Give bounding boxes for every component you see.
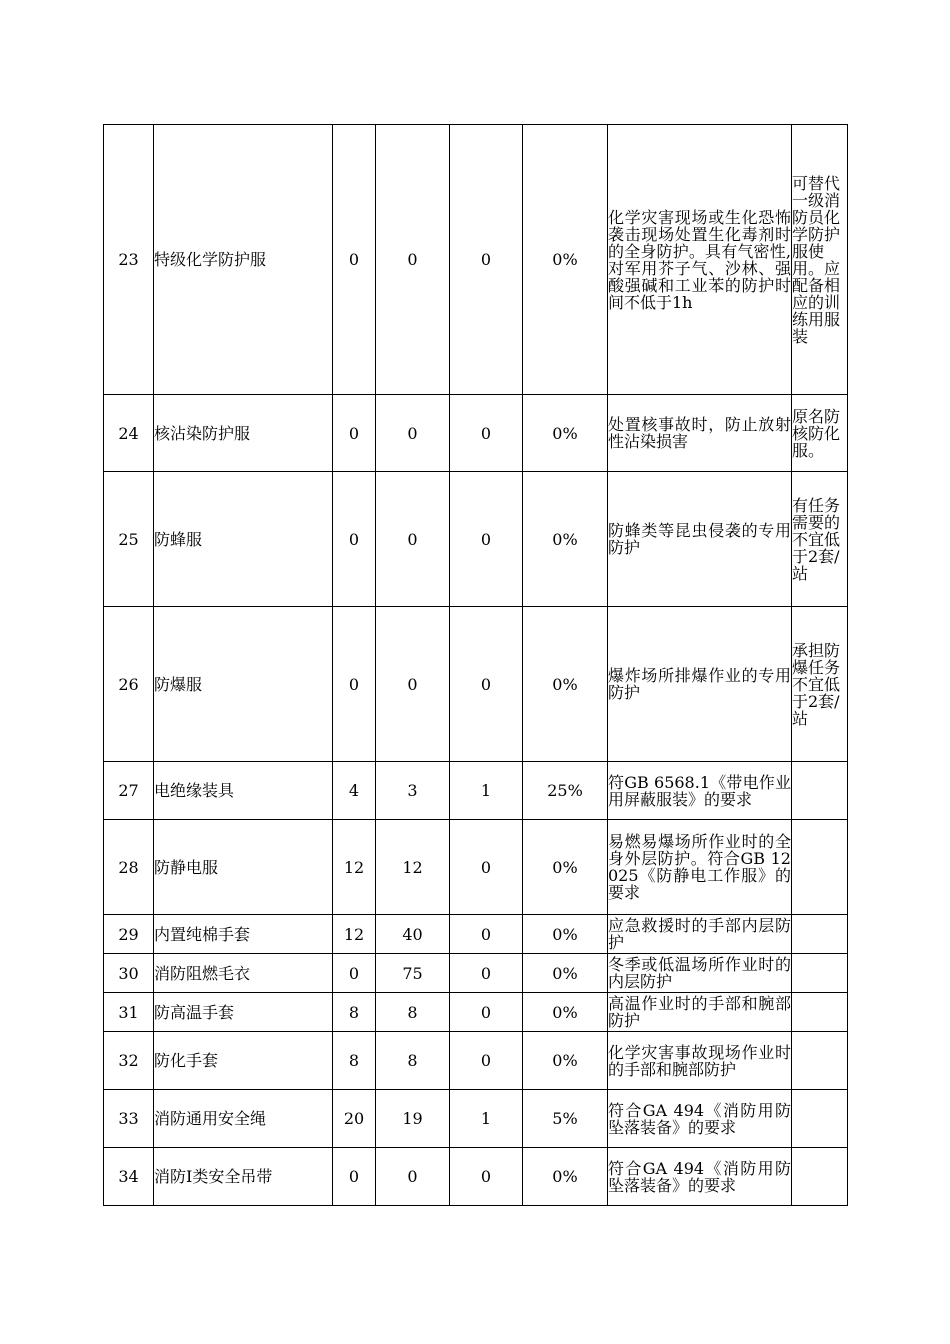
quantity-b: 8 — [376, 1032, 450, 1090]
percentage: 0% — [523, 472, 608, 607]
row-number: 30 — [104, 954, 154, 993]
quantity-b: 75 — [376, 954, 450, 993]
equipment-name: 内置纯棉手套 — [154, 915, 333, 954]
quantity-c: 0 — [450, 125, 523, 395]
equipment-table — [103, 124, 848, 1206]
description: 冬季或低温场所作业时的内层防护 — [608, 955, 791, 991]
remark — [792, 1090, 848, 1148]
quantity-a: 0 — [333, 125, 376, 395]
description: 符合GA 494《消防用防坠落装备》的要求 — [608, 1090, 792, 1148]
row-number: 32 — [104, 1032, 154, 1090]
quantity-c: 0 — [450, 1032, 523, 1090]
row-number: 27 — [104, 762, 154, 820]
equipment-name: 防爆服 — [154, 607, 333, 762]
quantity-c: 0 — [450, 472, 523, 607]
quantity-c: 0 — [450, 1148, 523, 1206]
row-number: 29 — [104, 915, 154, 954]
percentage: 25% — [523, 762, 608, 820]
quantity-b: 0 — [376, 472, 450, 607]
equipment-name: 防蜂服 — [154, 472, 333, 607]
remark — [792, 820, 848, 915]
quantity-c: 1 — [450, 762, 523, 820]
percentage: 0% — [523, 820, 608, 915]
percentage: 0% — [523, 395, 608, 472]
equipment-name: 防化手套 — [154, 1032, 333, 1090]
table-row — [104, 993, 848, 1032]
remark: 可替代一级消防员化学防护服使用。应配备相应的训练用服装 — [792, 125, 848, 395]
table-row — [104, 954, 848, 993]
description: 防蜂类等昆虫侵袭的专用防护 — [608, 472, 792, 607]
equipment-name: 电绝缘装具 — [154, 762, 333, 820]
row-number: 31 — [104, 993, 154, 1032]
quantity-a: 0 — [333, 395, 376, 472]
quantity-b: 0 — [376, 1148, 450, 1206]
quantity-c: 0 — [450, 395, 523, 472]
percentage: 0% — [523, 125, 608, 395]
remark — [792, 954, 848, 993]
quantity-a: 12 — [333, 820, 376, 915]
quantity-b: 3 — [376, 762, 450, 820]
quantity-c: 0 — [450, 954, 523, 993]
quantity-a: 8 — [333, 993, 376, 1032]
equipment-name: 消防通用安全绳 — [154, 1090, 333, 1148]
quantity-b: 0 — [376, 607, 450, 762]
equipment-name: 防静电服 — [154, 820, 333, 915]
percentage: 0% — [523, 954, 608, 993]
table-row — [104, 1032, 848, 1090]
percentage: 0% — [523, 1148, 608, 1206]
quantity-a: 20 — [333, 1090, 376, 1148]
description: 符GB 6568.1《带电作业用屏蔽服装》的要求 — [608, 762, 792, 820]
description: 爆炸场所排爆作业的专用防护 — [608, 607, 792, 762]
percentage: 0% — [523, 993, 608, 1032]
percentage: 0% — [523, 1032, 608, 1090]
remark: 原名防核防化服。 — [792, 395, 848, 472]
quantity-c: 0 — [450, 993, 523, 1032]
quantity-c: 0 — [450, 915, 523, 954]
remark — [792, 993, 848, 1032]
row-number: 28 — [104, 820, 154, 915]
quantity-c: 0 — [450, 820, 523, 915]
quantity-b: 12 — [376, 820, 450, 915]
quantity-a: 8 — [333, 1032, 376, 1090]
quantity-b: 19 — [376, 1090, 450, 1148]
equipment-name: 防高温手套 — [154, 993, 333, 1032]
quantity-b: 0 — [376, 395, 450, 472]
quantity-a: 12 — [333, 915, 376, 954]
percentage: 5% — [523, 1090, 608, 1148]
row-number: 26 — [104, 607, 154, 762]
remark — [792, 762, 848, 820]
description: 高温作业时的手部和腕部防护 — [608, 994, 791, 1030]
remark — [792, 1148, 848, 1206]
table-row — [104, 472, 848, 607]
table-row — [104, 762, 848, 820]
quantity-a: 0 — [333, 472, 376, 607]
remark — [792, 915, 848, 954]
row-number: 25 — [104, 472, 154, 607]
quantity-a: 0 — [333, 1148, 376, 1206]
row-number: 33 — [104, 1090, 154, 1148]
description: 应急救援时的手部内层防护 — [608, 916, 791, 952]
table-row — [104, 820, 848, 915]
table-row — [104, 1148, 848, 1206]
description: 符合GA 494《消防用防坠落装备》的要求 — [608, 1148, 792, 1206]
quantity-b: 8 — [376, 993, 450, 1032]
description: 处置核事故时，防止放射性沾染损害 — [608, 395, 792, 472]
quantity-a: 0 — [333, 954, 376, 993]
quantity-b: 0 — [376, 125, 450, 395]
remark — [792, 1032, 848, 1090]
table-row — [104, 607, 848, 762]
quantity-c: 0 — [450, 607, 523, 762]
table-row — [104, 915, 848, 954]
description: 化学灾害事故现场作业时的手部和腕部防护 — [608, 1032, 792, 1090]
quantity-b: 40 — [376, 915, 450, 954]
table-row — [104, 1090, 848, 1148]
row-number: 23 — [104, 125, 154, 395]
description: 易燃易爆场所作业时的全身外层防护。符合GB 12025《防静电工作服》的要求 — [608, 820, 792, 915]
quantity-c: 1 — [450, 1090, 523, 1148]
row-number: 24 — [104, 395, 154, 472]
percentage: 0% — [523, 915, 608, 954]
description: 化学灾害现场或生化恐怖袭击现场处置生化毒剂时的全身防护。具有气密性,对军用芥子气、沙林、强酸强碱和工业苯的防护时间不低于1h — [608, 125, 792, 395]
percentage: 0% — [523, 607, 608, 762]
equipment-name: 特级化学防护服 — [154, 125, 333, 395]
row-number: 34 — [104, 1148, 154, 1206]
table-row — [104, 395, 848, 472]
table-row — [104, 125, 848, 395]
equipment-name: 消防阻燃毛衣 — [154, 954, 333, 993]
quantity-a: 4 — [333, 762, 376, 820]
quantity-a: 0 — [333, 607, 376, 762]
remark: 有任务需要的不宜低于2套/站 — [792, 472, 848, 607]
remark: 承担防爆任务不宜低于2套/站 — [792, 607, 848, 762]
equipment-name: 核沾染防护服 — [154, 395, 333, 472]
equipment-name: 消防Ⅰ类安全吊带 — [154, 1148, 333, 1206]
